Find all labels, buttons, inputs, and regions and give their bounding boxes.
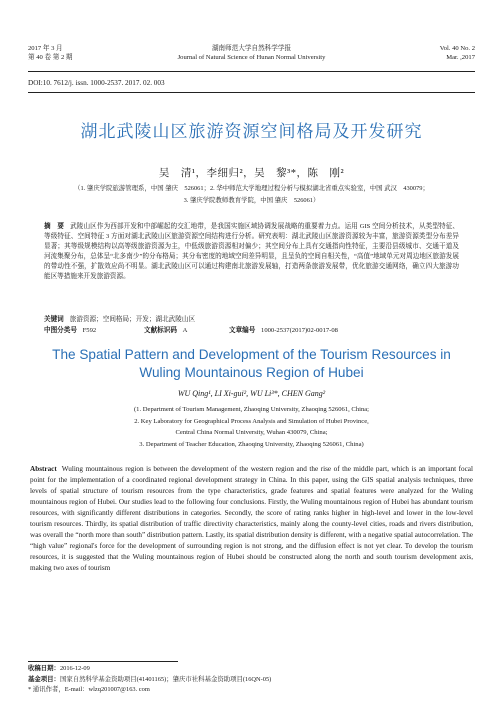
affiliations-en [28, 404, 475, 450]
abstract-en [30, 464, 473, 574]
keywords-cn-label: 关键词 [44, 316, 64, 323]
title-en [28, 346, 475, 382]
journal-name-block [28, 44, 475, 62]
keywords-cn-text: 旅游资源；空间格局；开发；湖北武陵山区 [69, 316, 196, 323]
affiliation-en-line: 2. Key Laboratory for Geographical Process Analysis and Simulation of Hubei Province, [134, 417, 369, 425]
abstract-en-text: Wuling mountainous region is between the development of the western region and the rise of the middle part, which is an important focal point for the implementation of a coordinated regional development strategy in China. In this paper, using the GIS spatial analysis techniques, three levels of spatial structure of tourism resources from the type characteristics, grade features and spatial features were analyzed for the Wuling mountainous region of Hubei. Our studies lead to the following four conclusions. Firstly, the Wuling mountainous region of Hubei has abundant tourism resources, with significantly different distributions in categories. Secondly, the score of rating ranks higher in high-level and lower in the low-level tourism resources. Thirdly, its spatial distribution of traffic directivity characteristics, mainly along the county-level cities, roads and rivers distribution, was overall the “north more than south” distribution pattern. Lastly, its spatial distribution density is different, with a negative spatial autocorrelation. The “high value” regional's force for the development of surrounding region is not strong, and the diffusion effect is not yet clear. To develop the tourism resources, it is suggested that the Wuling mountainous region of Hubei should be constructed along the north and south tourism development axis, making two axes of tourism [30, 465, 473, 572]
journal-name-en: Journal of Natural Science of Hunan Normal University [177, 54, 326, 61]
affiliation-cn-line: （1. 肇庆学院旅游管理系，中国 肇庆 526061；2. 华中师范大学地理过程分析与模拟湖北省重点实验室，中国 武汉 430079； [74, 185, 429, 192]
footnote-rule [28, 661, 178, 662]
title-cn: 湖北武陵山区旅游资源空间格局及开发研究 [80, 122, 423, 142]
title-en-line: Wuling Mountainous Region of Hubei [139, 365, 364, 380]
running-header [28, 44, 475, 70]
affiliation-en-line: Central China Normal University, Wuhan 430079, China; [175, 429, 328, 436]
abstract-cn-label: 摘 要 [44, 223, 65, 230]
abstract-en-label: Abstract [30, 465, 57, 473]
affiliations-cn [32, 183, 471, 207]
abstract-cn-text: 武陵山区作为西部开发和中部崛起的交汇地带，是我国实施区域协调发展战略的重要着力点。运用 GIS 空间分析技术，从类型特征、等级特征、空间特征 3 方面对湖北武陵山区旅游资源空间结构进行分析。研究表明：湖北武陵山区旅游资源较为丰富，旅游资源类型分布差异显著；其等级规模结构以高等级旅游资源为主，中低级旅游资源相对偏少；其空间分布上具有交通指向性特征，主要沿县级城市、交通干道及河流集聚分布，总体呈“北多南少”的分布格局；其分布密度的地域空间差异明显，且呈负的空间自相关性，“高值”地域单元对周边地区旅游发展的带动性不强，扩散效应尚不明显。湖北武陵山区可以通过构建南北旅游发展轴，打造两条旅游发展带，优化旅游交通网络，确立四大旅游功能区等措施来开发旅游资源。 [44, 223, 460, 280]
corresponding-author: * 通讯作者，E-mail：wlzq201007@163. com [28, 686, 150, 693]
volume-en: Vol. 40 No. 2 [439, 45, 475, 52]
issue-date: 2017 年 3 月 [28, 45, 63, 52]
authors-cn: 吴 清¹，李细归²，吴 黎³*，陈 刚² [158, 168, 345, 179]
received-date: 收稿日期：2016-12-09 [28, 665, 90, 672]
article-value: 1000-2537(2017)02-0017-08 [261, 327, 338, 334]
doi-rule [28, 92, 475, 93]
affiliation-cn-line: 3. 肇庆学院教师教育学院，中国 肇庆 526061） [183, 197, 320, 204]
article-label: 文章编号 [229, 327, 256, 334]
doccode-label: 文献标识码 [144, 327, 177, 334]
doccode-value: A [182, 327, 188, 334]
footnotes [28, 664, 475, 696]
doi: DOI:10. 7612/j. issn. 1000-2537. 2017. 02. 003 [28, 79, 165, 87]
class-value: F592 [82, 327, 97, 334]
affiliation-en-line: (1. Department of Tourism Management, Zhaoqing University, Zhaoqing 526061, China; [133, 406, 370, 413]
volume-block [440, 44, 475, 62]
date-en: Mar. ,2017 [446, 54, 475, 61]
affiliation-en-line: 3. Department of Teacher Education, Zhaoqing University, Zhaoqing 526061, China) [139, 440, 364, 448]
volume-issue: 第 40 卷 第 2 期 [28, 54, 73, 61]
header-rule [28, 71, 475, 72]
abstract-cn [44, 222, 459, 282]
journal-name-cn: 湖南师范大学自然科学学报 [211, 45, 292, 52]
keywords-cn [44, 313, 195, 323]
class-label: 中图分类号 [44, 327, 77, 334]
authors-en: WU Qing¹, LI Xi-gui², WU Li³*, CHEN Gang² [177, 389, 326, 398]
fund-info: 基金项目：国家自然科学基金资助项目(41401165)；肇庆市社科基金资助项目(16QN-05) [28, 675, 272, 683]
title-en-line: The Spatial Pattern and Development of the Tourism Resources in [52, 347, 451, 362]
